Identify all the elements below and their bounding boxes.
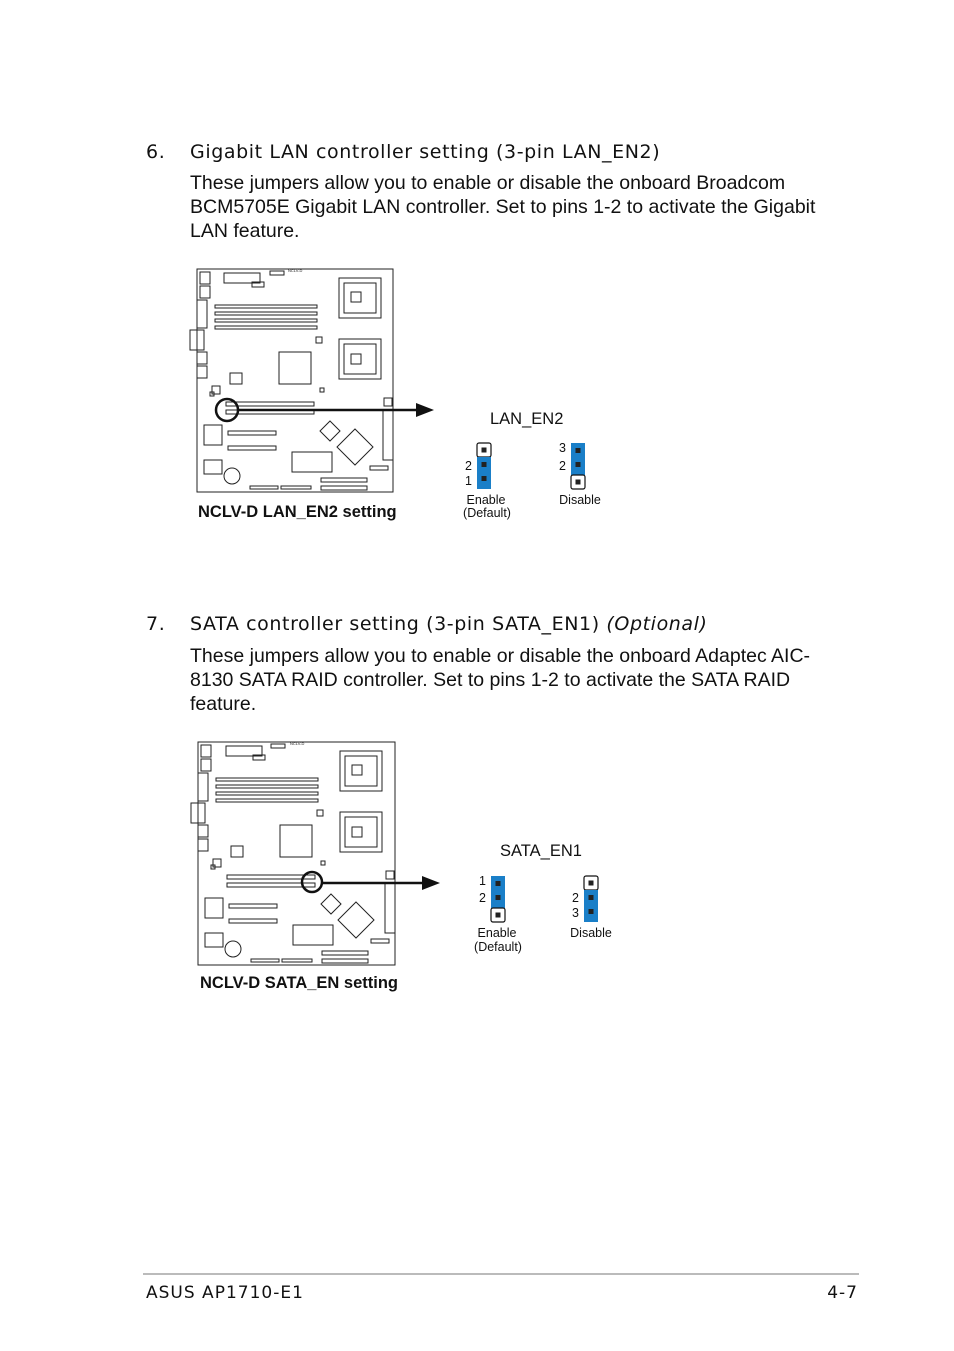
- sata-enable-pin-2: 2: [479, 891, 486, 905]
- lan-enable-pin-2: 2: [465, 459, 472, 473]
- board-label-1: NCLV-D: [288, 268, 303, 273]
- motherboard-diagram-2: [191, 742, 395, 965]
- sata-disable-pin-3: 3: [572, 906, 579, 920]
- lan-default-label: (Default): [463, 506, 511, 520]
- sata-enable-label: Enable: [477, 926, 517, 940]
- sata-enable-pin-1: 1: [479, 874, 486, 888]
- lan-enable-pin-1: 1: [465, 474, 472, 488]
- lan-disable-pin-3: 3: [559, 441, 566, 455]
- section-7-optional: (Optional): [606, 613, 708, 635]
- lan-en2-jumper-name: LAN_EN2: [490, 410, 564, 428]
- sata-disable-label: Disable: [570, 926, 612, 940]
- sata-disable-jumper: [584, 876, 598, 922]
- lan-disable-label: Disable: [559, 493, 601, 507]
- section-7-number: 7.: [146, 613, 166, 635]
- section-6-body: These jumpers allow you to enable or disable the onboard Broadcom BCM5705E Gigabit LAN controller. Set to pins 1-2 to activate the Gigabit LAN feature.: [190, 172, 816, 242]
- sata-enable-jumper: [491, 876, 505, 922]
- sata-default-label: (Default): [474, 940, 522, 954]
- section-6-number: 6.: [146, 141, 166, 163]
- footer-page-number: 4-7: [827, 1283, 858, 1303]
- footer-rule: [143, 1273, 859, 1275]
- lan-disable-pin-2: 2: [559, 459, 566, 473]
- section-7-title: SATA controller setting (3-pin SATA_EN1): [190, 613, 600, 635]
- pointer-arrow-head-2: [422, 876, 440, 890]
- lan-en2-figure-caption: NCLV-D LAN_EN2 setting: [198, 503, 397, 521]
- sata-en1-jumper-name: SATA_EN1: [500, 842, 582, 860]
- footer-product: ASUS AP1710-E1: [146, 1283, 304, 1303]
- section-7-body: These jumpers allow you to enable or disable the onboard Adaptec AIC-8130 SATA RAID controller. Set to pins 1-2 to activate the SATA RAID feature.: [190, 645, 811, 715]
- board-label-2: NCLV-D: [290, 741, 305, 746]
- section-6-title: Gigabit LAN controller setting (3-pin LAN_EN2): [190, 141, 661, 163]
- lan-enable-label: Enable: [466, 493, 506, 507]
- sata-en-figure-caption: NCLV-D SATA_EN setting: [200, 974, 399, 992]
- sata-disable-pin-2: 2: [572, 891, 579, 905]
